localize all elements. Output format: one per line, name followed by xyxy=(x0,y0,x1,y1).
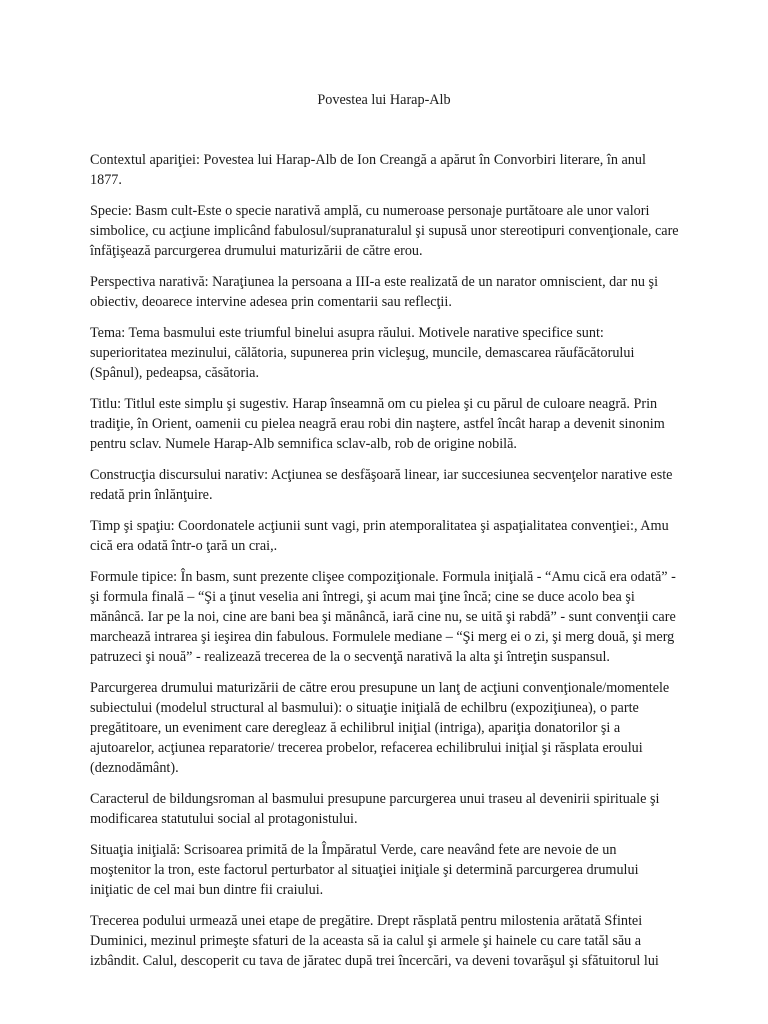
paragraph-narrative-construction: Construcţia discursului narativ: Acţiunea se desfăşoară linear, iar succesiunea secvenţelor narative este redată prin înlănţuire. xyxy=(90,467,673,503)
paragraph-time-space: Timp şi spaţiu: Coordonatele acţiunii sunt vagi, prin atemporalitatea şi aspaţialitatea convenţiei:, Amu cică era odată într-o ţară un crai,. xyxy=(90,518,669,554)
paragraph-title-meaning: Titlu: Titlul este simplu şi sugestiv. Harap înseamnă om cu pielea şi cu părul de culoare neagră. Prin tradiţie, în Orient, oamenii cu pielea neagră erau robi din naştere, astfel încât harap a devenit sinonim pentru sclav. Numele Harap-Alb semnifica sclav-alb, rob de origine nobilă. xyxy=(90,396,665,452)
paragraph-initial-situation: Situaţia iniţială: Scrisoarea primită de la Împăratul Verde, care neavând fete are nevoie de un moştenitor la tron, este factorul perturbator al situaţiei iniţiale şi determină parcurgerea drumului iniţiatic de cel mai bun dintre fii craiului. xyxy=(90,842,639,898)
paragraph-maturation-path: Parcurgerea drumului maturizării de către erou presupune un lanţ de acţiuni convenţionale/momentele subiectului (modelul structural al basmului): o situaţie iniţială de echilbru (expoziţiunea), o parte pregătitoare, un eveniment care deregleaz ă echilibrul iniţial (intriga), apariţia donatorilor şi a ajutoarelor, acţiunea reparatorie/ trecerea probelor, refacerea echilibrului iniţial şi răsplata eroului (deznodământ). xyxy=(90,680,670,776)
paragraph-typical-formulas: Formule tipice: În basm, sunt prezente clişee compoziţionale. Formula iniţială - “Amu cică era odată” - şi formula finală – “Şi a ţinut veselia ani întregi, şi acum mai ţine încă; cine se duce acolo bea şi mănâncă. Iar pe la noi, cine are bani bea şi mănâncă, iară cine nu, se uită şi rabdă” - sunt convenţii care marchează intrarea şi ieşirea din fabulous. Formulele mediane – “Şi merg ei o zi, şi merg două, şi merg patruzeci şi nouă” - realizează trecerea de la o secvenţă narativă la alta şi întreţin suspansul. xyxy=(90,569,676,665)
paragraph-bridge-crossing: Trecerea podului urmează unei etape de pregătire. Drept răsplată pentru milostenia arătată Sfintei Duminici, mezinul primeşte sfaturi de la aceasta să ia calul şi armele şi hainele cu care tatăl său a izbândit. Calul, descoperit cu tava de jăratec după trei încercări, va deveni tovarăşul şi sfătuitorul lui xyxy=(90,913,659,969)
paragraph-species: Specie: Basm cult-Este o specie narativă amplă, cu numeroase personaje purtătoare ale unor valori simbolice, cu acţiune implicând fabulosul/supranaturalul şi supusă unor stereotipuri convenţionale, care înfăţişează parcurgerea drumului maturizării de către erou. xyxy=(90,203,679,259)
paragraph-narrative-perspective: Perspectiva narativă: Naraţiunea la persoana a III-a este realizată de un narator omniscient, dar nu şi obiectiv, deoarece intervine adesea prin comentarii sau reflecţii. xyxy=(90,274,659,310)
document-title: Povestea lui Harap-Alb xyxy=(317,92,451,108)
paragraph-bildungsroman: Caracterul de bildungsroman al basmului presupune parcurgerea unui traseu al devenirii spirituale şi modificarea statutului social al protagonistului. xyxy=(90,791,660,827)
paragraph-theme: Tema: Tema basmului este triumful binelui asupra răului. Motivele narative specifice sunt: superioritatea mezinului, călătoria, supunerea prin vicleşug, muncile, demascarea răufăcătorului (Spânul), pedeapsa, căsătoria. xyxy=(90,325,635,381)
document-body xyxy=(90,150,680,982)
paragraph-context: Contextul apariţiei: Povestea lui Harap-Alb de Ion Creangă a apărut în Convorbiri literare, în anul 1877. xyxy=(90,152,646,188)
